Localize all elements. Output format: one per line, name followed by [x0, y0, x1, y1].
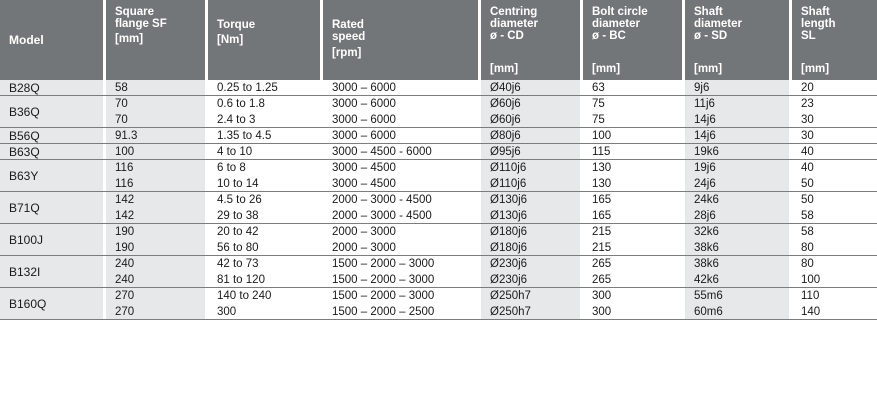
cell-flange: 116: [106, 176, 205, 192]
model-name: B71Q: [9, 201, 40, 215]
cell-torque: 300: [208, 304, 320, 320]
cell-bc: 215: [583, 240, 682, 256]
header-flange-unit: [mm]: [115, 33, 144, 45]
header-speed: [323, 0, 478, 80]
cell-bc: 63: [583, 80, 682, 96]
cell-sd: 38k6: [685, 256, 789, 272]
cell-cd: Ø40j6: [481, 80, 580, 96]
cell-bc: 300: [583, 288, 682, 304]
cell-bc: 165: [583, 192, 682, 208]
cell-sl: 23: [792, 96, 877, 112]
model-cell: [0, 144, 103, 160]
row-divider: [0, 127, 877, 128]
cell-cd: Ø60j6: [481, 96, 580, 112]
cell-flange: 100: [106, 144, 205, 160]
cell-sl: 80: [792, 256, 877, 272]
model-cell: [0, 288, 103, 320]
cell-flange: 70: [106, 112, 205, 128]
cell-cd: Ø130j6: [481, 208, 580, 224]
cell-bc: 130: [583, 160, 682, 176]
row-divider: [0, 159, 877, 160]
cell-cd: Ø80j6: [481, 128, 580, 144]
header-cd-line1: Centring: [490, 6, 538, 18]
cell-sd: 60m6: [685, 304, 789, 320]
cell-speed: 1500 – 2000 – 3000: [323, 256, 478, 272]
header-sl-unit: [mm]: [801, 63, 830, 75]
row-divider: [0, 319, 877, 320]
cell-sd: 42k6: [685, 272, 789, 288]
cell-flange: 116: [106, 160, 205, 176]
cell-speed: 3000 – 6000: [323, 128, 478, 144]
header-cd-line2: diameter: [490, 18, 538, 30]
cell-sd: 24j6: [685, 176, 789, 192]
cell-sl: 58: [792, 224, 877, 240]
model-cell: [0, 128, 103, 144]
cell-sd: 19k6: [685, 144, 789, 160]
cell-bc: 215: [583, 224, 682, 240]
cell-cd: Ø95j6: [481, 144, 580, 160]
header-bc-line3: ø - BC: [592, 30, 626, 42]
row-divider: [0, 223, 877, 224]
cell-flange: 270: [106, 288, 205, 304]
cell-torque: 42 to 73: [208, 256, 320, 272]
cell-sl: 110: [792, 288, 877, 304]
cell-sl: 50: [792, 176, 877, 192]
header-bc-line1: Bolt circle: [592, 6, 648, 18]
cell-flange: 240: [106, 272, 205, 288]
header-flange-line1: Square: [115, 6, 154, 18]
row-divider: [0, 287, 877, 288]
header-speed-line1: Rated: [332, 19, 364, 31]
cell-sd: 11j6: [685, 96, 789, 112]
cell-sd: 9j6: [685, 80, 789, 96]
header-flange-line2: flange SF: [115, 18, 167, 30]
cell-torque: 140 to 240: [208, 288, 320, 304]
cell-cd: Ø230j6: [481, 256, 580, 272]
cell-torque: 10 to 14: [208, 176, 320, 192]
cell-torque: 0.6 to 1.8: [208, 96, 320, 112]
header-model-label: Model: [9, 33, 44, 47]
header-model: [0, 0, 103, 80]
header-sl-line1: Shaft: [801, 6, 830, 18]
header-sd: [685, 0, 789, 80]
model-name: B100J: [9, 233, 44, 247]
model-cell: [0, 96, 103, 128]
row-divider: [0, 191, 877, 192]
cell-torque: 20 to 42: [208, 224, 320, 240]
cell-torque: 2.4 to 3: [208, 112, 320, 128]
header-sl-line3: SL: [801, 30, 816, 42]
cell-sd: 32k6: [685, 224, 789, 240]
header-torque-line1: Torque: [217, 19, 256, 31]
header-cd: [481, 0, 580, 80]
header-bc: [583, 0, 682, 80]
header-bc-line2: diameter: [592, 18, 640, 30]
cell-speed: 2000 – 3000: [323, 240, 478, 256]
cell-cd: Ø110j6: [481, 160, 580, 176]
cell-bc: 300: [583, 304, 682, 320]
header-cd-unit: [mm]: [490, 63, 519, 75]
cell-speed: 2000 – 3000 - 4500: [323, 208, 478, 224]
header-speed-unit: [rpm]: [332, 47, 362, 59]
cell-speed: 1500 – 2000 – 2500: [323, 304, 478, 320]
cell-torque: 29 to 38: [208, 208, 320, 224]
model-cell: [0, 192, 103, 224]
header-flange: [106, 0, 205, 80]
cell-torque: 56 to 80: [208, 240, 320, 256]
model-cell: [0, 256, 103, 288]
cell-sd: 28j6: [685, 208, 789, 224]
cell-speed: 3000 – 6000: [323, 112, 478, 128]
header-cd-line3: ø - CD: [490, 30, 524, 42]
model-cell: [0, 160, 103, 192]
cell-sd: 24k6: [685, 192, 789, 208]
header-sl: [792, 0, 877, 80]
cell-cd: Ø250h7: [481, 304, 580, 320]
header-sd-line1: Shaft: [694, 6, 723, 18]
model-name: B63Q: [9, 145, 40, 159]
cell-flange: 142: [106, 208, 205, 224]
cell-speed: 3000 – 6000: [323, 80, 478, 96]
cell-speed: 2000 – 3000: [323, 224, 478, 240]
cell-sd: 14j6: [685, 128, 789, 144]
header-bc-unit: [mm]: [592, 63, 621, 75]
cell-sl: 40: [792, 160, 877, 176]
model-name: B160Q: [9, 297, 47, 311]
model-name: B28Q: [9, 81, 40, 95]
cell-bc: 130: [583, 176, 682, 192]
cell-bc: 100: [583, 128, 682, 144]
cell-speed: 1500 – 2000 – 3000: [323, 288, 478, 304]
header-speed-line2: speed: [332, 31, 366, 43]
cell-sl: 58: [792, 208, 877, 224]
header-sd-line3: ø - SD: [694, 30, 728, 42]
header-torque-unit: [Nm]: [217, 34, 244, 46]
cell-cd: Ø130j6: [481, 192, 580, 208]
row-divider: [0, 143, 877, 144]
header-sl-line2: length: [801, 18, 836, 30]
cell-flange: 190: [106, 224, 205, 240]
cell-flange: 270: [106, 304, 205, 320]
row-divider: [0, 255, 877, 256]
cell-sl: 30: [792, 112, 877, 128]
model-cell: [0, 80, 103, 96]
cell-bc: 165: [583, 208, 682, 224]
model-cell: [0, 224, 103, 256]
model-name: B132I: [9, 265, 41, 279]
cell-sl: 80: [792, 240, 877, 256]
cell-bc: 265: [583, 272, 682, 288]
cell-torque: 0.25 to 1.25: [208, 80, 320, 96]
cell-torque: 81 to 120: [208, 272, 320, 288]
cell-sl: 140: [792, 304, 877, 320]
cell-bc: 75: [583, 96, 682, 112]
cell-speed: 1500 – 2000 – 3000: [323, 272, 478, 288]
cell-cd: Ø230j6: [481, 272, 580, 288]
cell-cd: Ø110j6: [481, 176, 580, 192]
cell-sl: 50: [792, 192, 877, 208]
header-torque: [208, 0, 320, 80]
cell-speed: 3000 – 4500 - 6000: [323, 144, 478, 160]
cell-bc: 115: [583, 144, 682, 160]
header-sd-unit: [mm]: [694, 63, 723, 75]
cell-sd: 55m6: [685, 288, 789, 304]
cell-cd: Ø180j6: [481, 240, 580, 256]
cell-sl: 40: [792, 144, 877, 160]
cell-sd: 19j6: [685, 160, 789, 176]
cell-torque: 1.35 to 4.5: [208, 128, 320, 144]
cell-cd: Ø180j6: [481, 224, 580, 240]
cell-torque: 6 to 8: [208, 160, 320, 176]
cell-torque: 4.5 to 26: [208, 192, 320, 208]
model-name: B63Y: [9, 169, 39, 183]
cell-flange: 190: [106, 240, 205, 256]
cell-sl: 100: [792, 272, 877, 288]
cell-sd: 14j6: [685, 112, 789, 128]
cell-cd: Ø250h7: [481, 288, 580, 304]
cell-cd: Ø60j6: [481, 112, 580, 128]
cell-bc: 265: [583, 256, 682, 272]
cell-flange: 142: [106, 192, 205, 208]
model-name: B36Q: [9, 105, 40, 119]
cell-flange: 91.3: [106, 128, 205, 144]
cell-flange: 58: [106, 80, 205, 96]
cell-torque: 4 to 10: [208, 144, 320, 160]
cell-speed: 2000 – 3000 - 4500: [323, 192, 478, 208]
cell-sl: 20: [792, 80, 877, 96]
cell-speed: 3000 – 4500: [323, 160, 478, 176]
header-sd-line2: diameter: [694, 18, 742, 30]
cell-flange: 70: [106, 96, 205, 112]
cell-bc: 75: [583, 112, 682, 128]
row-divider: [0, 95, 877, 96]
cell-speed: 3000 – 6000: [323, 96, 478, 112]
cell-flange: 240: [106, 256, 205, 272]
cell-sl: 30: [792, 128, 877, 144]
model-name: B56Q: [9, 129, 40, 143]
cell-speed: 3000 – 4500: [323, 176, 478, 192]
cell-sd: 38k6: [685, 240, 789, 256]
